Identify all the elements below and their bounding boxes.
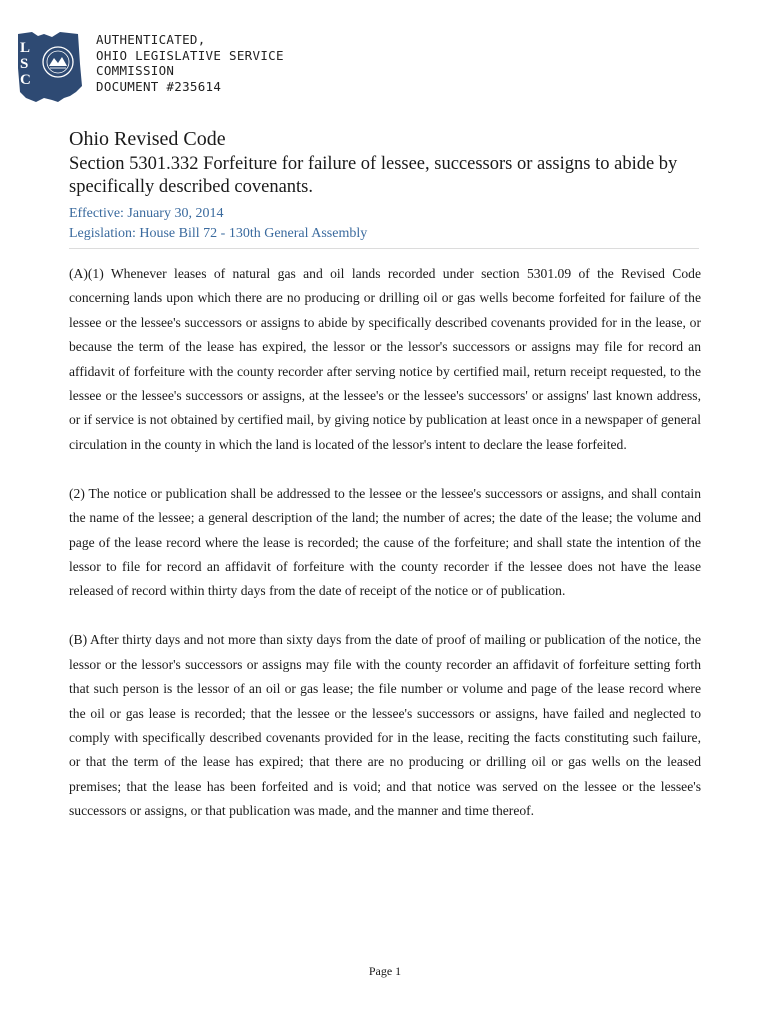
lsc-ohio-logo [14, 28, 88, 104]
legislation: Legislation: House Bill 72 - 130th General Assembly [69, 226, 368, 241]
page-number: Page 1 [368, 964, 402, 978]
paragraph-b: (B) After thirty days and not more than sixty days from the date of proof of mailing or publication of the notice, the lessor or the lessor's successors or assigns may file with the county recorder an affidavit of forfeiture setting forth that such person is the lessor of an oil or gas lease; the file number or volume and page of the lease record where the oil or gas lease is recorded; that the lessee or the lessee's successors or assigns, have failed and neglected to comply with specifically described covenants provided for in the lease, reciting the facts constituting such failure, or that the term of the lease has expired; that there are no producing or drilling oil or gas wells on the leased premises; that the lease has been forfeited and is void; and that notice was served on the lessee or the lessee's successors or assigns, or that publication was made, and the manner and time thereof. [69, 632, 701, 819]
authentication-stamp [96, 32, 356, 94]
title-block [69, 126, 709, 244]
logo-letter: L [20, 40, 31, 56]
code-title: Ohio Revised Code [69, 128, 226, 150]
effective-date: Effective: January 30, 2014 [69, 206, 224, 221]
paragraph-a1: (A)(1) Whenever leases of natural gas and oil lands recorded under section 5301.09 of the Revised Code concerning lands upon which there are no producing or drilling oil or gas wells become forfeited for failure of the lessee or the lessee's successors or assigns to abide by specifically described covenants provided for in the lease, or because the term of the lease has expired, the lessor or the lessor's successors or assigns may file for record an affidavit of forfeiture with the county recorder after serving notice by certified mail, return receipt requested, to the lessee or the lessee's successors or assigns, at the lessee's or the lessee's successors' or assigns' last known address, or if service is not obtained by certified mail, by giving notice by publication at least once in a newspaper of general circulation in the county in which the land is located of the lessor's intent to declare the lease forfeited. [69, 266, 701, 452]
logo-letter: C [20, 72, 31, 88]
auth-line: OHIO LEGISLATIVE SERVICE [96, 47, 284, 63]
section-title: Section 5301.332 Forfeiture for failure of lessee, successors or assigns to abide by specifically described covenants. [69, 154, 678, 197]
auth-line: AUTHENTICATED, [96, 32, 206, 47]
logo-letter: S [20, 56, 29, 72]
paragraph-a2: (2) The notice or publication shall be addressed to the lessee or the lessee's successors or assigns, and shall contain the name of the lessee; a general description of the land; the number of acres; the date of the lease; the volume and page of the lease record where the lease is recorded; the cause of the forfeiture; and shall state the intention of the lessor to file for record an affidavit of forfeiture with the county recorder if the lessee does not have the lease released of record within thirty days from the date of receipt of the notice or of publication. [69, 485, 701, 599]
divider [69, 248, 699, 249]
auth-line: COMMISSION [96, 63, 175, 78]
auth-line: DOCUMENT #235614 [96, 78, 222, 94]
section-body [69, 262, 701, 848]
